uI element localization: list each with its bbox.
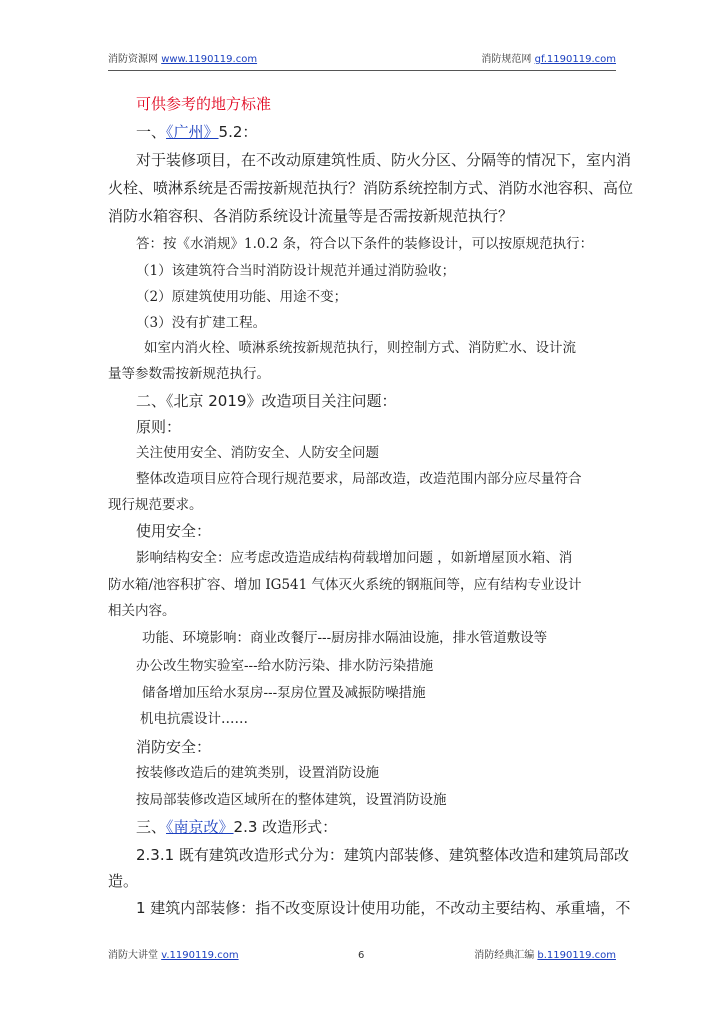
- s2-line-12: 机电抗震设计……: [140, 711, 248, 727]
- footer-left: [108, 948, 239, 964]
- s3-line-1: 2.3.1 既有建筑改造形式分为：建筑内部装修、建筑整体改造和建筑局部改: [136, 846, 629, 864]
- page-footer: [108, 948, 616, 964]
- answer-line-4: （3）没有扩建工程。: [136, 315, 267, 331]
- section-1-prefix: 一、: [136, 123, 167, 141]
- question-line-2: 火栓、喷淋系统是否需按新规范执行？消防系统控制方式、消防水池容积、高位: [108, 179, 634, 197]
- s2-line-9: 功能、环境影响：商业改餐厅---厨房排水隔油设施，排水管道敷设等: [142, 630, 548, 646]
- answer-line-1: 答：按《水消规》1.0.2 条，符合以下条件的装修设计，可以按原规范执行：: [136, 236, 594, 252]
- s2-line-6: 影响结构安全：应考虑改造造成结构荷载增加问题 ，如新增屋顶水箱、消: [136, 550, 573, 566]
- s3-line-3: 1 建筑内部装修：指不改变原设计使用功能，不改动主要结构、承重墙，不: [136, 899, 631, 917]
- s2-line-14: 按装修改造后的建筑类别，设置消防设施: [136, 765, 379, 781]
- answer-line-6: 量等参数需按新规范执行。: [108, 366, 270, 382]
- header-right: [481, 52, 616, 68]
- section-3-prefix: 三、: [136, 818, 167, 836]
- header-left: [108, 52, 257, 68]
- s2-line-3: 整体改造项目应符合现行规范要求，局部改造，改造范围内部分应尽量符合: [136, 471, 582, 487]
- s2-line-2: 关注使用安全、消防安全、人防安全问题: [136, 445, 379, 461]
- section-3-link[interactable]: 《南京改》: [166, 818, 234, 836]
- footer-right-link[interactable]: b.1190119.com: [537, 950, 616, 961]
- header-left-label: 消防资源网: [108, 54, 158, 65]
- s2-line-8: 相关内容。: [108, 603, 176, 619]
- section-3-suffix: 2.3 改造形式：: [233, 818, 338, 836]
- s2-line-1: 原则：: [136, 418, 182, 436]
- s2-line-11: 储备增加压给水泵房---泵房位置及减振防噪措施: [142, 685, 426, 701]
- footer-left-link[interactable]: v.1190119.com: [161, 950, 239, 961]
- answer-line-2: （1）该建筑符合当时消防设计规范并通过消防验收；: [136, 263, 456, 279]
- section-1-heading: [136, 122, 257, 142]
- section-1-suffix: 5.2：: [218, 123, 258, 141]
- section-1-link[interactable]: 《广州》: [166, 123, 219, 141]
- s2-line-5: 使用安全：: [136, 522, 212, 540]
- footer-right-label: 消防经典汇编: [474, 950, 535, 961]
- header-left-link[interactable]: www.1190119.com: [161, 54, 258, 65]
- s2-line-4: 现行规范要求。: [108, 497, 203, 513]
- section-2-heading: 二、《北京 2019》改造项目关注问题：: [136, 392, 397, 410]
- footer-right: [474, 948, 616, 964]
- s2-line-13: 消防安全：: [136, 738, 212, 756]
- s2-line-7: 防水箱/池容积扩容、增加 IG541 气体灭火系统的钢瓶间等，应有结构专业设计: [108, 577, 582, 593]
- footer-left-label: 消防大讲堂: [108, 950, 158, 961]
- page-number: 6: [358, 950, 365, 961]
- s3-line-2: 造。: [108, 872, 139, 890]
- s2-line-10: 办公改生物实验室---给水防污染、排水防污染措施: [136, 658, 434, 674]
- header-right-label: 消防规范网: [481, 54, 532, 65]
- section-3-heading: [136, 817, 337, 837]
- answer-line-3: （2）原建筑使用功能、用途不变；: [136, 289, 348, 305]
- page-header: [108, 52, 616, 71]
- s2-line-15: 按局部装修改造区域所在的整体建筑，设置消防设施: [136, 792, 447, 808]
- question-line-1: 对于装修项目，在不改动原建筑性质、防火分区、分隔等的情况下，室内消: [136, 151, 632, 169]
- section-title: 可供参考的地方标准: [136, 95, 272, 113]
- header-right-link[interactable]: gf.1190119.com: [534, 54, 616, 65]
- answer-line-5: 如室内消火栓、喷淋系统按新规范执行，则控制方式、消防贮水、设计流: [144, 340, 576, 356]
- question-line-3: 消防水箱容积、各消防系统设计流量等是否需按新规范执行？: [108, 207, 514, 225]
